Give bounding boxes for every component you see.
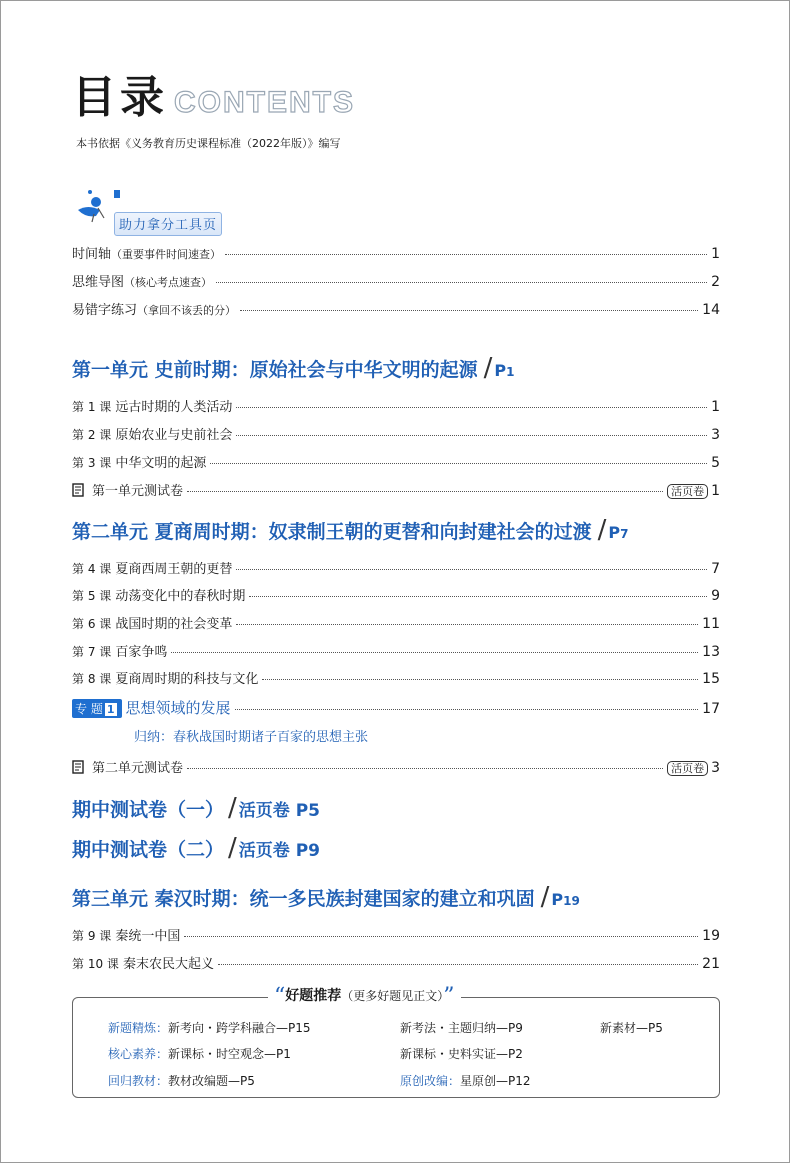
page-title-en: CONTENTS: [174, 86, 355, 119]
item-note: （核心考点速查）: [124, 276, 213, 289]
page-header: [72, 72, 355, 123]
item-note: （拿回不该丢的分）: [137, 304, 237, 317]
lesson-number: 第 6 课: [72, 617, 112, 631]
leader-dots: [210, 463, 707, 464]
recommend-heading: 好题推荐: [285, 988, 342, 1004]
unit-page-number: 19: [563, 894, 580, 908]
lesson-row[interactable]: [72, 424, 720, 443]
page-number: 3: [711, 427, 720, 443]
recommend-item[interactable]: [108, 1019, 311, 1036]
recommend-value: 新考法・主题归纳—P9: [400, 1021, 523, 1035]
page-number: 15: [702, 671, 720, 687]
midterm-heading[interactable]: 期中测试卷（二） / 活页卷 P9: [72, 833, 320, 863]
recommend-title: [268, 984, 461, 1009]
loose-leaf-badge: 活页卷: [667, 761, 708, 776]
page-number: 3: [711, 760, 720, 776]
test-title: 第二单元测试卷: [92, 761, 184, 776]
test-row[interactable]: [72, 480, 720, 499]
page-number: 21: [702, 956, 720, 972]
lesson-number: 第 7 课: [72, 645, 112, 659]
topic-title: 思想领域的发展: [125, 699, 231, 717]
leader-dots: [236, 624, 698, 625]
topic-number: 1: [106, 703, 115, 716]
close-quote-icon: ”: [443, 984, 455, 1009]
lesson-number: 第 9 课: [72, 929, 112, 943]
lesson-row[interactable]: [72, 641, 720, 660]
recommend-key: 原创改编：: [400, 1074, 461, 1088]
recommend-key: 核心素养：: [108, 1047, 169, 1061]
lesson-title: 原始农业与史前社会: [115, 428, 233, 443]
midterm-title: 期中测试卷（一）: [72, 799, 225, 821]
lesson-number: 第 1 课: [72, 400, 112, 414]
recommend-value: 教材改编题—P5: [168, 1074, 255, 1088]
lesson-title: 秦统一中国: [115, 929, 181, 944]
page-number: 7: [711, 561, 720, 577]
leader-dots: [240, 310, 698, 311]
page-number: 14: [702, 302, 720, 318]
lesson-title: 夏商周时期的科技与文化: [115, 672, 259, 687]
recommend-value: 新素材—P5: [600, 1021, 663, 1035]
unit-page-number: 7: [620, 527, 629, 541]
leader-dots: [218, 964, 698, 965]
tools-header: [74, 188, 274, 233]
page-subtitle: 本书依据《义务教育历史课程标准（2022年版）》编写: [76, 137, 341, 150]
midterm-ref: 活页卷 P5: [238, 801, 320, 821]
page-number: 1: [711, 399, 720, 415]
test-row[interactable]: [72, 757, 720, 776]
recommend-value: 新考向・跨学科融合—P15: [168, 1021, 311, 1035]
page-number: 13: [702, 644, 720, 660]
loose-leaf-badge: 活页卷: [667, 484, 708, 499]
unit-heading[interactable]: 第一单元 史前时期：原始社会与中华文明的起源 / P1: [72, 353, 515, 383]
test-paper-icon: [72, 760, 86, 774]
topic-row[interactable]: [72, 697, 720, 718]
lesson-title: 远古时期的人类活动: [115, 400, 233, 415]
page-number: 5: [711, 455, 720, 471]
recommend-value: 新课标・时空观念—P1: [168, 1047, 291, 1061]
unit-heading[interactable]: 第二单元 夏商周时期：奴隶制王朝的更替和向封建社会的过渡 / P7: [72, 515, 629, 545]
item-title: 思维导图: [72, 275, 125, 290]
recommend-value: 星原创—P12: [460, 1074, 531, 1088]
lesson-title: 夏商西周王朝的更替: [115, 562, 233, 577]
midterm-title: 期中测试卷（二）: [72, 839, 225, 861]
page-number: 2: [711, 274, 720, 290]
leader-dots: [236, 569, 707, 570]
test-paper-icon: [72, 483, 86, 497]
recommend-item[interactable]: [600, 1019, 663, 1036]
page-title: 目录: [72, 72, 168, 123]
lesson-row[interactable]: [72, 953, 720, 972]
lesson-row[interactable]: [72, 396, 720, 415]
lesson-number: 第 8 课: [72, 672, 112, 686]
list-item[interactable]: [72, 299, 720, 318]
test-title: 第一单元测试卷: [92, 484, 184, 499]
tools-label: 助力拿分工具页: [114, 212, 222, 236]
list-item[interactable]: [72, 271, 720, 290]
lesson-number: 第 5 课: [72, 589, 112, 603]
recommend-item[interactable]: [400, 1072, 531, 1089]
item-title: 时间轴: [72, 247, 112, 262]
page-number: 19: [702, 928, 720, 944]
leader-dots: [236, 407, 707, 408]
recommend-item[interactable]: [400, 1019, 523, 1036]
leader-dots: [216, 282, 707, 283]
page-number: 1: [711, 246, 720, 262]
page-number: 1: [711, 483, 720, 499]
lesson-title: 动荡变化中的春秋时期: [115, 589, 246, 604]
recommend-key: 回归教材：: [108, 1074, 169, 1088]
page-number: 17: [702, 701, 720, 717]
open-quote-icon: “: [274, 984, 286, 1009]
unit-page-prefix: P: [494, 361, 507, 380]
recommend-item[interactable]: [108, 1072, 255, 1089]
leader-dots: [262, 679, 698, 680]
unit-title: 第二单元 夏商周时期：奴隶制王朝的更替和向封建社会的过渡: [72, 521, 592, 543]
page-number: 9: [711, 588, 720, 604]
summary-note[interactable]: 归纳：春秋战国时期诸子百家的思想主张: [134, 730, 369, 745]
lesson-title: 战国时期的社会变革: [115, 617, 233, 632]
list-item[interactable]: [72, 243, 720, 262]
recommend-item[interactable]: [400, 1045, 523, 1062]
page-number: 11: [702, 616, 720, 632]
midterm-ref: 活页卷 P9: [238, 841, 320, 861]
recommend-key: 新题精炼：: [108, 1021, 169, 1035]
lesson-row[interactable]: [72, 452, 720, 471]
lesson-number: 第 4 课: [72, 562, 112, 576]
lesson-row[interactable]: [72, 585, 720, 604]
lesson-title: 百家争鸣: [115, 645, 168, 660]
lesson-number: 第 10 课: [72, 957, 119, 971]
topic-tag-char: 题: [90, 702, 103, 716]
midterm-heading[interactable]: 期中测试卷（一） / 活页卷 P5: [72, 793, 320, 823]
leader-dots: [187, 491, 663, 492]
leader-dots: [187, 768, 663, 769]
item-note: （重要事件时间速查）: [111, 248, 222, 261]
leader-dots: [184, 936, 698, 937]
lesson-title: 中华文明的起源: [115, 456, 207, 471]
lesson-row[interactable]: [72, 558, 720, 577]
lesson-number: 第 2 课: [72, 428, 112, 442]
topic-tag: [72, 699, 122, 718]
leader-dots: [225, 254, 707, 255]
lesson-row[interactable]: [72, 925, 720, 944]
recommend-value: 新课标・史料实证—P2: [400, 1047, 523, 1061]
leader-dots: [249, 596, 707, 597]
lesson-number: 第 3 课: [72, 456, 112, 470]
unit-title: 第三单元 秦汉时期：统一多民族封建国家的建立和巩固: [72, 888, 535, 910]
lesson-row[interactable]: [72, 668, 720, 687]
leader-dots: [235, 709, 699, 710]
leader-dots: [236, 435, 707, 436]
lesson-row[interactable]: [72, 613, 720, 632]
unit-page-prefix: P: [608, 523, 621, 542]
unit-title: 第一单元 史前时期：原始社会与中华文明的起源: [72, 359, 478, 381]
recommend-item[interactable]: [108, 1045, 291, 1062]
lesson-title: 秦末农民大起义: [123, 957, 215, 972]
leader-dots: [171, 652, 698, 653]
recommend-subtitle: （更多好题见正文）: [341, 989, 444, 1003]
item-title: 易错字练习: [72, 303, 138, 318]
topic-tag-char: 专: [75, 702, 88, 716]
unit-page-number: 1: [506, 365, 515, 379]
unit-heading[interactable]: 第三单元 秦汉时期：统一多民族封建国家的建立和巩固 / P19: [72, 882, 580, 912]
unit-page-prefix: P: [551, 890, 564, 909]
